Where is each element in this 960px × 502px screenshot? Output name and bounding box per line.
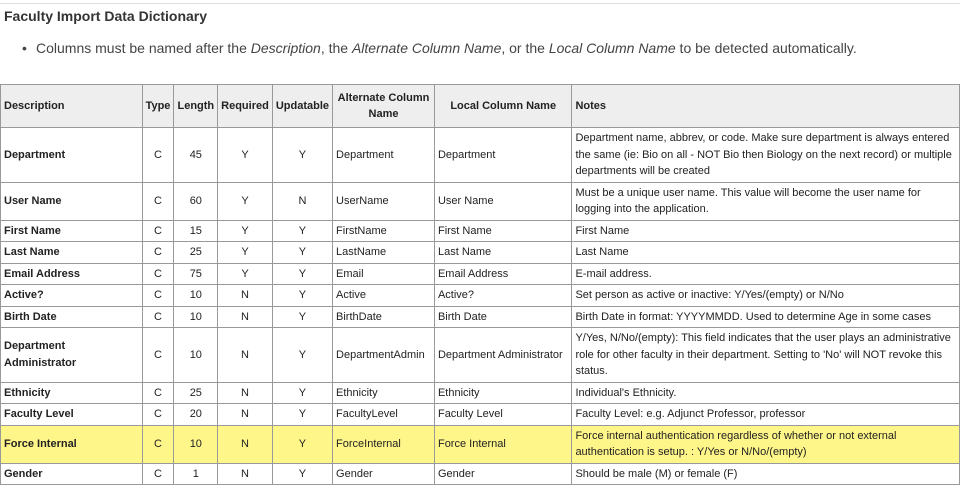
cell-required: N bbox=[218, 463, 273, 485]
cell-length: 10 bbox=[174, 285, 218, 307]
cell-alternate: ForceInternal bbox=[333, 425, 435, 463]
cell-updatable: N bbox=[272, 182, 332, 220]
cell-local: Force Internal bbox=[434, 425, 571, 463]
cell-notes: Individual's Ethnicity. bbox=[572, 382, 960, 404]
cell-type: C bbox=[142, 220, 174, 242]
cell-description: User Name bbox=[1, 182, 143, 220]
cell-required: N bbox=[218, 285, 273, 307]
cell-notes: Force internal authentication regardless of whether or not external authentication is setup. : Y/Yes or N/No/(empty) bbox=[572, 425, 960, 463]
cell-notes: Birth Date in format: YYYYMMDD. Used to determine Age in some cases bbox=[572, 306, 960, 328]
top-border bbox=[0, 3, 960, 4]
note-text: to be detected automatically. bbox=[675, 40, 857, 56]
cell-length: 60 bbox=[174, 182, 218, 220]
cell-alternate: FacultyLevel bbox=[333, 404, 435, 426]
cell-alternate: FirstName bbox=[333, 220, 435, 242]
cell-notes: Set person as active or inactive: Y/Yes/(empty) or N/No bbox=[572, 285, 960, 307]
cell-description: First Name bbox=[1, 220, 143, 242]
cell-local: Email Address bbox=[434, 263, 571, 285]
cell-updatable: Y bbox=[272, 242, 332, 264]
cell-required: N bbox=[218, 328, 273, 383]
cell-length: 1 bbox=[174, 463, 218, 485]
cell-required: N bbox=[218, 425, 273, 463]
table-row bbox=[1, 182, 960, 220]
cell-local: Ethnicity bbox=[434, 382, 571, 404]
col-header-updatable: Updatable bbox=[272, 85, 332, 128]
table-row bbox=[1, 242, 960, 264]
cell-length: 75 bbox=[174, 263, 218, 285]
col-header-length: Length bbox=[174, 85, 218, 128]
cell-description: Email Address bbox=[1, 263, 143, 285]
cell-alternate: BirthDate bbox=[333, 306, 435, 328]
cell-length: 45 bbox=[174, 128, 218, 183]
table-row bbox=[1, 425, 960, 463]
cell-alternate: Active bbox=[333, 285, 435, 307]
cell-updatable: Y bbox=[272, 382, 332, 404]
cell-alternate: LastName bbox=[333, 242, 435, 264]
col-header-description: Description bbox=[1, 85, 143, 128]
cell-local: Active? bbox=[434, 285, 571, 307]
cell-local: Department bbox=[434, 128, 571, 183]
cell-description: Ethnicity bbox=[1, 382, 143, 404]
table-row bbox=[1, 404, 960, 426]
cell-description: Active? bbox=[1, 285, 143, 307]
cell-type: C bbox=[142, 242, 174, 264]
cell-length: 15 bbox=[174, 220, 218, 242]
cell-required: N bbox=[218, 404, 273, 426]
page-title: Faculty Import Data Dictionary bbox=[4, 8, 208, 24]
cell-alternate: UserName bbox=[333, 182, 435, 220]
cell-description: Department bbox=[1, 128, 143, 183]
cell-description: Birth Date bbox=[1, 306, 143, 328]
cell-notes: Last Name bbox=[572, 242, 960, 264]
cell-length: 25 bbox=[174, 242, 218, 264]
cell-notes: E-mail address. bbox=[572, 263, 960, 285]
note-text: , or the bbox=[501, 40, 549, 56]
table-row bbox=[1, 463, 960, 485]
cell-required: Y bbox=[218, 242, 273, 264]
cell-type: C bbox=[142, 263, 174, 285]
cell-local: First Name bbox=[434, 220, 571, 242]
cell-length: 20 bbox=[174, 404, 218, 426]
cell-description: Force Internal bbox=[1, 425, 143, 463]
cell-type: C bbox=[142, 463, 174, 485]
cell-description: Department Administrator bbox=[1, 328, 143, 383]
cell-alternate: Department bbox=[333, 128, 435, 183]
col-header-local: Local Column Name bbox=[434, 85, 571, 128]
cell-updatable: Y bbox=[272, 285, 332, 307]
cell-alternate: Ethnicity bbox=[333, 382, 435, 404]
table-row bbox=[1, 128, 960, 183]
col-header-alternate: Alternate Column Name bbox=[333, 85, 435, 128]
table-row bbox=[1, 328, 960, 383]
table-row bbox=[1, 220, 960, 242]
cell-description: Gender bbox=[1, 463, 143, 485]
cell-type: C bbox=[142, 404, 174, 426]
cell-notes: First Name bbox=[572, 220, 960, 242]
cell-length: 25 bbox=[174, 382, 218, 404]
cell-notes: Department name, abbrev, or code. Make sure department is always entered the same (ie: Bio on all - NOT Bio then Biology on the next record) or multiple departments will be created bbox=[572, 128, 960, 183]
col-header-type: Type bbox=[142, 85, 174, 128]
cell-updatable: Y bbox=[272, 328, 332, 383]
table-header-row bbox=[1, 85, 960, 128]
table-row bbox=[1, 263, 960, 285]
cell-updatable: Y bbox=[272, 463, 332, 485]
table-row bbox=[1, 285, 960, 307]
cell-length: 10 bbox=[174, 425, 218, 463]
cell-length: 10 bbox=[174, 306, 218, 328]
cell-type: C bbox=[142, 182, 174, 220]
cell-local: User Name bbox=[434, 182, 571, 220]
cell-required: Y bbox=[218, 263, 273, 285]
cell-updatable: Y bbox=[272, 220, 332, 242]
cell-required: N bbox=[218, 306, 273, 328]
cell-type: C bbox=[142, 382, 174, 404]
note-term-local: Local Column Name bbox=[548, 40, 676, 56]
cell-type: C bbox=[142, 285, 174, 307]
note-term-description: Description bbox=[250, 40, 321, 56]
note-term-alternate: Alternate Column Name bbox=[351, 40, 502, 56]
note-text: Columns must be named after the bbox=[36, 40, 251, 56]
cell-alternate: Email bbox=[333, 263, 435, 285]
cell-updatable: Y bbox=[272, 425, 332, 463]
cell-notes: Y/Yes, N/No/(empty): This field indicates that the user plays an administrative role for other faculty in their department. Setting to 'No' will NOT revoke this status. bbox=[572, 328, 960, 383]
cell-local: Faculty Level bbox=[434, 404, 571, 426]
cell-local: Birth Date bbox=[434, 306, 571, 328]
cell-notes: Faculty Level: e.g. Adjunct Professor, professor bbox=[572, 404, 960, 426]
cell-type: C bbox=[142, 425, 174, 463]
cell-description: Faculty Level bbox=[1, 404, 143, 426]
cell-local: Department Administrator bbox=[434, 328, 571, 383]
cell-local: Gender bbox=[434, 463, 571, 485]
cell-description: Last Name bbox=[1, 242, 143, 264]
cell-required: Y bbox=[218, 220, 273, 242]
cell-type: C bbox=[142, 128, 174, 183]
cell-updatable: Y bbox=[272, 263, 332, 285]
cell-updatable: Y bbox=[272, 404, 332, 426]
cell-type: C bbox=[142, 306, 174, 328]
cell-notes: Must be a unique user name. This value will become the user name for logging into the application. bbox=[572, 182, 960, 220]
table-row bbox=[1, 382, 960, 404]
bullet-note bbox=[22, 40, 857, 56]
cell-length: 10 bbox=[174, 328, 218, 383]
cell-type: C bbox=[142, 328, 174, 383]
bullet-icon: • bbox=[22, 40, 27, 56]
cell-local: Last Name bbox=[434, 242, 571, 264]
table-row bbox=[1, 306, 960, 328]
cell-updatable: Y bbox=[272, 128, 332, 183]
cell-alternate: Gender bbox=[333, 463, 435, 485]
col-header-required: Required bbox=[218, 85, 273, 128]
cell-required: Y bbox=[218, 128, 273, 183]
cell-alternate: DepartmentAdmin bbox=[333, 328, 435, 383]
data-dictionary-table bbox=[0, 84, 960, 485]
cell-updatable: Y bbox=[272, 306, 332, 328]
cell-required: N bbox=[218, 382, 273, 404]
cell-notes: Should be male (M) or female (F) bbox=[572, 463, 960, 485]
note-text: , the bbox=[320, 40, 352, 56]
cell-required: Y bbox=[218, 182, 273, 220]
col-header-notes: Notes bbox=[572, 85, 960, 128]
